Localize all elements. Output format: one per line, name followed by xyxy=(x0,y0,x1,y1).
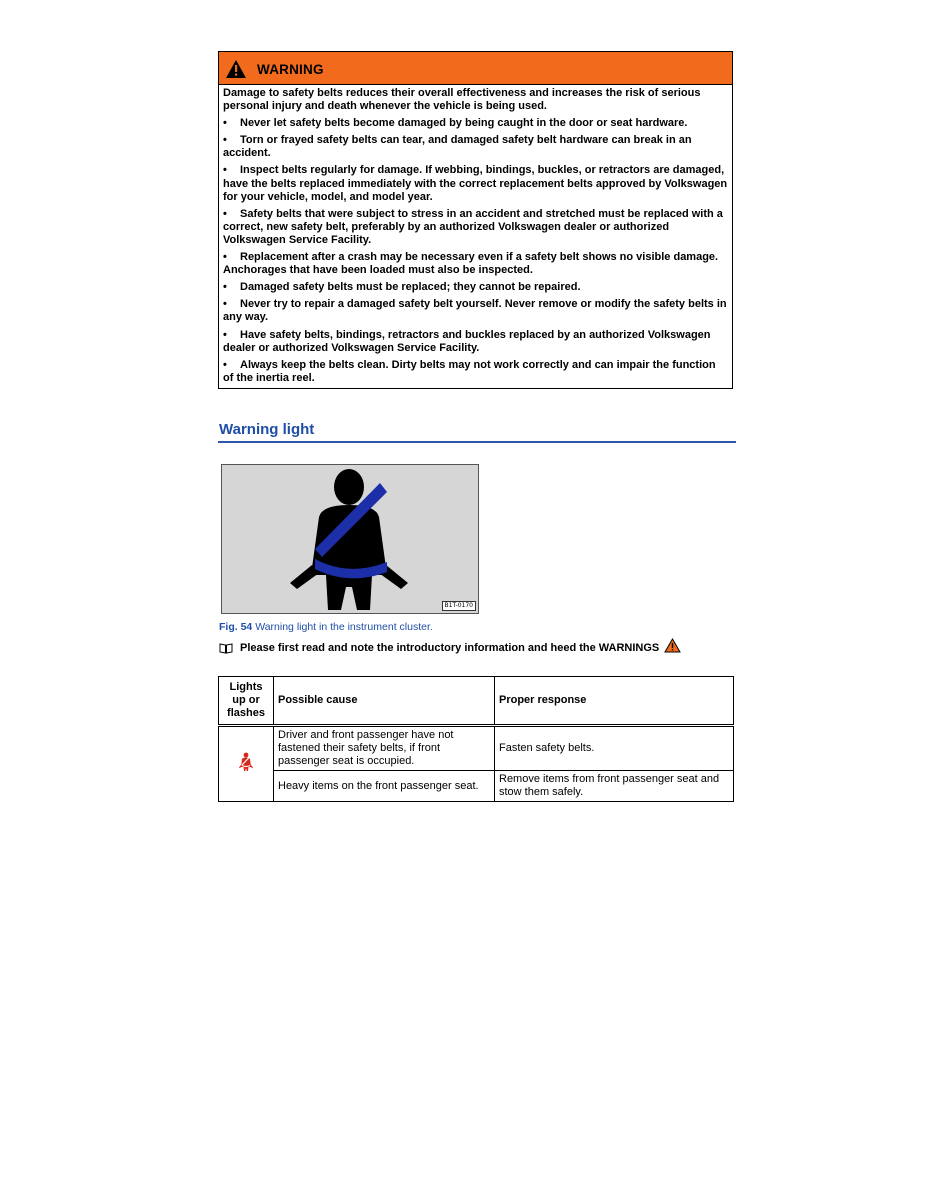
column-header-response: Proper response xyxy=(495,677,734,726)
light-icon-cell xyxy=(219,726,274,802)
figure-code: B1T-0170 xyxy=(442,601,476,611)
warning-bullet: • Replacement after a crash may be necessary even if a safety belt shows no visible damage. Anchorages that have been loaded must also be inspected. xyxy=(223,251,719,277)
warning-bullet: • Torn or frayed safety belts can tear, and damaged safety belt hardware can break in an accident. xyxy=(223,134,692,160)
warning-bullet: • Have safety belts, bindings, retractors and buckles replaced by an authorized Volkswagen dealer or authorized Volkswagen Service Facility. xyxy=(223,328,711,354)
warning-bullet: • Damaged safety belts must be replaced; they cannot be repaired. xyxy=(223,281,581,294)
cause-cell: Heavy items on the front passenger seat. xyxy=(274,771,495,802)
warning-light-table xyxy=(218,676,734,802)
seatbelt-figure xyxy=(221,464,479,614)
table-row xyxy=(219,771,734,802)
intro-text: Please first read and note the introductory information and heed the WARNINGS xyxy=(240,642,660,654)
figure-caption-label: Fig. 54 xyxy=(219,621,253,633)
cause-cell: Driver and front passenger have not fastened their safety belts, if front passenger seat is occupied. xyxy=(274,726,495,771)
table-row xyxy=(219,726,734,771)
figure-caption xyxy=(219,621,433,633)
warning-intro: Damage to safety belts reduces their overall effectiveness and increases the risk of serious personal injury and death whenever the vehicle is being used. xyxy=(223,87,701,113)
figure-caption-text: Warning light in the instrument cluster. xyxy=(255,621,433,633)
warning-bullet: • Always keep the belts clean. Dirty belts may not work correctly and can impair the function of the inertia reel. xyxy=(223,358,716,384)
response-cell: Fasten safety belts. xyxy=(495,726,734,771)
response-cell: Remove items from front passenger seat and stow them safely. xyxy=(495,771,734,802)
warning-bullet: • Never try to repair a damaged safety belt yourself. Never remove or modify the safety belts in any way. xyxy=(223,298,727,324)
book-icon xyxy=(219,642,233,654)
warning-body xyxy=(219,85,732,388)
table-header-row xyxy=(219,677,734,726)
section-divider xyxy=(218,441,736,443)
intro-instruction xyxy=(219,642,681,654)
warning-header xyxy=(219,52,732,85)
seatbelt-person-illustration xyxy=(222,465,478,613)
section-title: Warning light xyxy=(219,421,315,438)
seatbelt-warning-icon xyxy=(238,752,254,772)
column-header-lights: Lights up or flashes xyxy=(219,677,274,726)
column-header-cause: Possible cause xyxy=(274,677,495,726)
warning-bullet: • Never let safety belts become damaged by being caught in the door or seat hardware. xyxy=(223,117,688,130)
warning-box xyxy=(218,51,733,389)
warning-bullet: • Safety belts that were subject to stress in an accident and stretched must be replaced with a correct, new safety belt, preferably by an authorized Volkswagen dealer or authorized Volkswagen Service Facility. xyxy=(223,207,723,246)
warning-triangle-icon xyxy=(225,59,247,79)
warning-title: WARNING xyxy=(257,62,324,77)
warning-bullet: • Inspect belts regularly for damage. If webbing, bindings, buckles, or retractors are damaged, have the belts replaced immediately with the correct replacement belts approved by Volkswagen for your vehicle, model, and model year. xyxy=(223,164,728,203)
warning-triangle-icon[interactable] xyxy=(664,638,681,653)
